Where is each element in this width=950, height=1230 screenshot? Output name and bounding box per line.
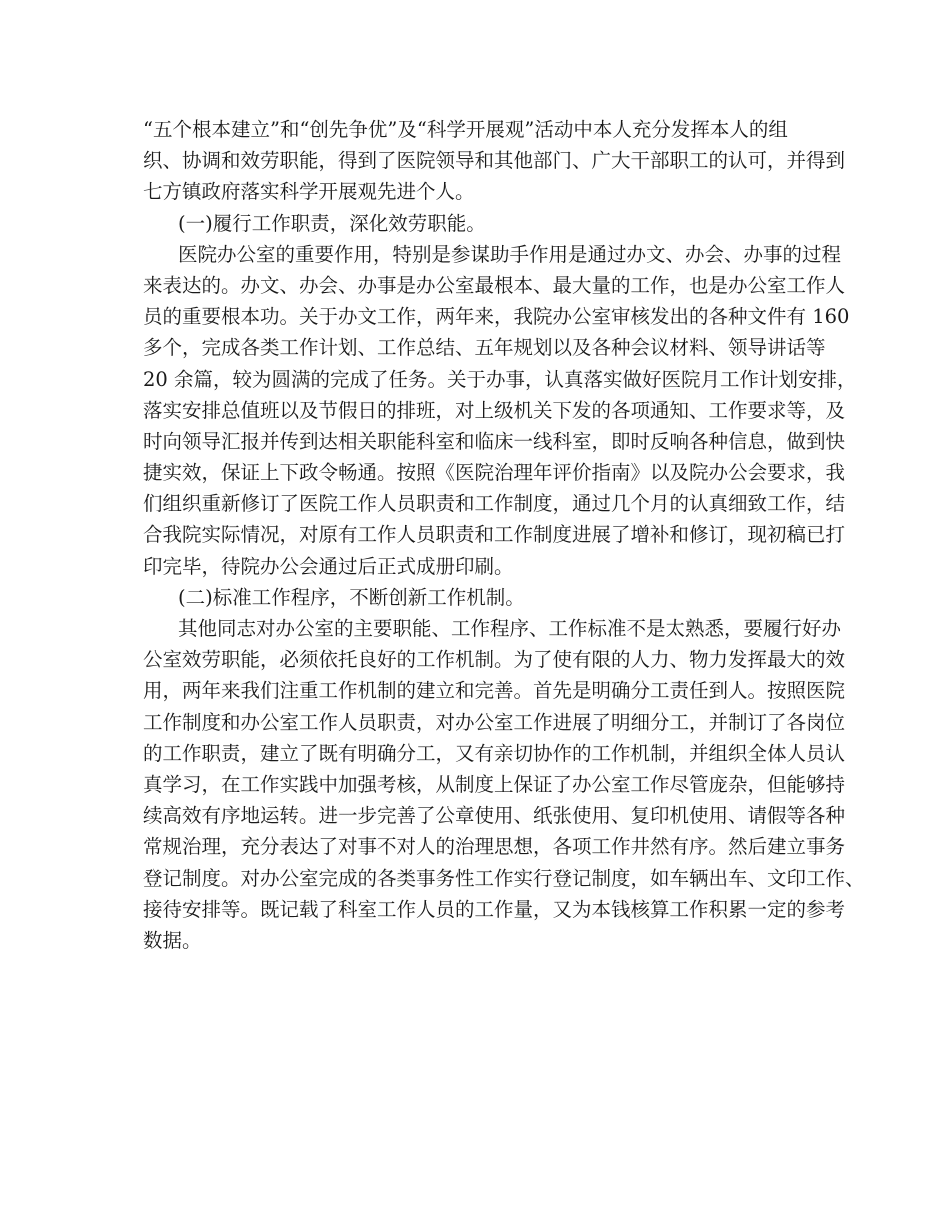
text-line: 登记制度。对办公室完成的各类事务性工作实行登记制度，如车辆出车、文印工作、 [143,866,865,890]
text-line: 合我院实际情况，对原有工作人员职责和工作制度进展了增补和修订，现初稿已打 [143,523,846,547]
text-line: 时向领导汇报并传到达相关职能科室和临床一线科室，即时反响各种信息，做到快 [143,429,846,453]
text-line: 七方镇政府落实科学开展观先进个人。 [143,180,475,204]
text-line: 续高效有序地运转。进一步完善了公章使用、纸张使用、复印机使用、请假等各种 [143,804,846,828]
text-line: 们组织重新修订了医院工作人员职责和工作制度，通过几个月的认真细致工作，结 [143,492,846,516]
text-line: 20 余篇，较为圆满的完成了任务。关于办事，认真落实做好医院月工作计划安排， [143,367,857,391]
text-line: 员的重要根本功。关于办文工作，两年来，我院办公室审核发出的各种文件有 160 [143,305,850,329]
text-line: (二)标准工作程序，不断创新工作机制。 [178,585,525,609]
text-line: 落实安排总值班以及节假日的排班，对上级机关下发的各项通知、工作要求等，及 [143,398,846,422]
text-line: 多个，完成各类工作计划、工作总结、五年规划以及各种会议材料、领导讲话等 [143,336,826,360]
text-line: 捷实效，保证上下政令畅通。按照《医院治理年评价指南》以及院办公会要求，我 [143,461,846,485]
text-line: 来表达的。办文、办会、办事是办公室最根本、最大量的工作，也是办公室工作人 [143,273,846,297]
text-line: 用，两年来我们注重工作机制的建立和完善。首先是明确分工责任到人。按照医院 [143,679,846,703]
text-line: 真学习，在工作实践中加强考核，从制度上保证了办公室工作尽管庞杂，但能够持 [143,772,846,796]
text-line: 印完毕，待院办公会通过后正式成册印刷。 [143,554,514,578]
document-body [143,114,865,956]
text-line: (一)履行工作职责，深化效劳职能。 [178,211,486,235]
text-line: 工作制度和办公室工作人员职责，对办公室工作进展了明细分工，并制订了各岗位 [143,710,846,734]
text-line: 常规治理，充分表达了对事不对人的治理思想，各项工作井然有序。然后建立事务 [143,835,846,859]
text-line: 的工作职责，建立了既有明确分工，又有亲切协作的工作机制，并组织全体人员认 [143,741,846,765]
text-line: 公室效劳职能，必须依托良好的工作机制。为了使有限的人力、物力发挥最大的效 [143,648,846,672]
text-line: 织、协调和效劳职能，得到了医院领导和其他部门、广大干部职工的认可，并得到 [143,149,846,173]
text-line: 数据。 [143,928,202,952]
text-line: “五个根本建立”和“创先争优”及“科学开展观”活动中本人充分发挥本人的组 [143,118,788,141]
text-line: 接待安排等。既记载了科室工作人员的工作量，又为本钱核算工作积累一定的参考 [143,897,846,921]
text-line: 医院办公室的重要作用，特别是参谋助手作用是通过办文、办会、办事的过程 [178,242,842,266]
text-line: 其他同志对办公室的主要职能、工作程序、工作标准不是太熟悉，要履行好办 [178,617,842,640]
